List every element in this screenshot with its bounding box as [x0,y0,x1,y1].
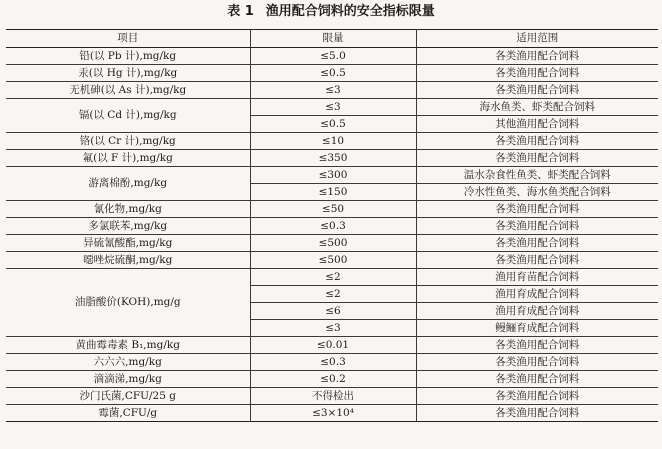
table-row [6,218,658,235]
table-caption [0,4,662,20]
scope-cell: 各类渔用配合饲料 [416,201,658,218]
scope-cell: 其他渔用配合饲料 [416,116,658,133]
scope-cell: 各类渔用配合饲料 [416,388,658,405]
table-title: 渔用配合饲料的安全指标限量 [265,4,435,19]
limit-cell: ≤3 [250,320,416,337]
limit-cell: ≤0.2 [250,371,416,388]
table-row [6,82,658,99]
limit-cell: ≤300 [250,167,416,184]
table-row [6,337,658,354]
item-cell: 多氯联苯,mg/kg [6,218,250,235]
limit-cell: ≤2 [250,269,416,286]
scope-cell: 各类渔用配合饲料 [416,405,658,422]
limit-cell: ≤6 [250,303,416,320]
limit-cell: ≤3 [250,82,416,99]
limit-cell: ≤150 [250,184,416,201]
limit-cell: ≤50 [250,201,416,218]
limit-cell: ≤0.5 [250,116,416,133]
limit-cell: ≤0.3 [250,354,416,371]
limit-cell: ≤3 [250,99,416,116]
item-cell: 汞(以 Hg 计),mg/kg [6,65,250,82]
item-cell: 沙门氏菌,CFU/25 g [6,388,250,405]
limit-cell: ≤0.5 [250,65,416,82]
scope-cell: 各类渔用配合饲料 [416,371,658,388]
item-cell: 滴滴涕,mg/kg [6,371,250,388]
table-row [6,388,658,405]
table-row [6,133,658,150]
item-cell: 游离棉酚,mg/kg [6,167,250,201]
table-row [6,48,658,65]
table-row [6,99,658,116]
table-row [6,354,658,371]
table-body [6,48,658,422]
item-cell: 氟(以 F 计),mg/kg [6,150,250,167]
scope-cell: 各类渔用配合饲料 [416,82,658,99]
limit-cell: ≤500 [250,235,416,252]
item-cell: 霉菌,CFU/g [6,405,250,422]
table-row [6,252,658,269]
limit-cell: ≤2 [250,286,416,303]
item-cell: 无机砷(以 As 计),mg/kg [6,82,250,99]
scope-cell: 鳗鲡育成配合饲料 [416,320,658,337]
scope-cell: 各类渔用配合饲料 [416,65,658,82]
header-limit: 限量 [250,30,416,48]
scope-cell: 海水鱼类、虾类配合饲料 [416,99,658,116]
header-item: 项目 [6,30,250,48]
scope-cell: 各类渔用配合饲料 [416,150,658,167]
limit-cell: ≤10 [250,133,416,150]
scope-cell: 各类渔用配合饲料 [416,235,658,252]
item-cell: 铅(以 Pb 计),mg/kg [6,48,250,65]
table-row [6,371,658,388]
scope-cell: 各类渔用配合饲料 [416,337,658,354]
scope-cell: 渔用育苗配合饲料 [416,269,658,286]
item-cell: 噁唑烷硫酮,mg/kg [6,252,250,269]
item-cell: 氰化物,mg/kg [6,201,250,218]
item-cell: 铬(以 Cr 计),mg/kg [6,133,250,150]
table-row [6,201,658,218]
scope-cell: 各类渔用配合饲料 [416,218,658,235]
item-cell: 六六六,mg/kg [6,354,250,371]
scope-cell: 渔用育成配合饲料 [416,303,658,320]
scope-cell: 各类渔用配合饲料 [416,133,658,150]
scope-cell: 渔用育成配合饲料 [416,286,658,303]
item-cell: 异硫氰酸酯,mg/kg [6,235,250,252]
scope-cell: 各类渔用配合饲料 [416,252,658,269]
limit-cell: ≤350 [250,150,416,167]
limit-cell: ≤3×10⁴ [250,405,416,422]
table-row [6,65,658,82]
table-row [6,235,658,252]
scope-cell: 各类渔用配合饲料 [416,48,658,65]
table-row [6,405,658,422]
header-scope: 适用范围 [416,30,658,48]
table-number: 表 1 [227,4,254,19]
limit-cell: ≤500 [250,252,416,269]
table-header-row [6,30,658,48]
limit-cell: 不得检出 [250,388,416,405]
scope-cell: 冷水性鱼类、海水鱼类配合饲料 [416,184,658,201]
table-row [6,150,658,167]
table-row [6,167,658,184]
item-cell: 油脂酸价(KOH),mg/g [6,269,250,337]
scope-cell: 温水杂食性鱼类、虾类配合饲料 [416,167,658,184]
item-cell: 黄曲霉毒素 B₁,mg/kg [6,337,250,354]
item-cell: 镉(以 Cd 计),mg/kg [6,99,250,133]
limit-cell: ≤0.3 [250,218,416,235]
safety-limits-table [6,29,658,422]
scope-cell: 各类渔用配合饲料 [416,354,658,371]
limit-cell: ≤5.0 [250,48,416,65]
limit-cell: ≤0.01 [250,337,416,354]
table-row [6,269,658,286]
